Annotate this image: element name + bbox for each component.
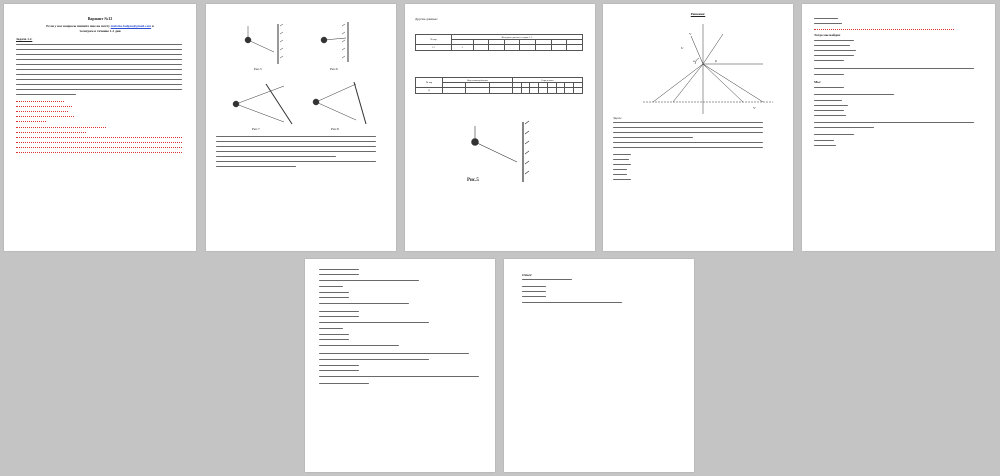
vector-u-label: U xyxy=(681,46,684,50)
contact-line-2: телеграм в течение 1-2 дня xyxy=(79,29,121,33)
email-link[interactable]: mubsha.bulgan@gmail.com xyxy=(110,24,152,28)
answer-heading: Ответ: xyxy=(522,273,533,277)
vector-v-prime-label: V' xyxy=(753,106,757,110)
fig6-label: Рис.6 xyxy=(330,67,338,71)
document-page-2 xyxy=(206,4,396,251)
document-page-3 xyxy=(405,4,595,251)
fig7-label: Рис.7 xyxy=(252,127,260,131)
source-data-table: № вар Исходные данные к задаче 1.2 12 5 xyxy=(415,34,583,51)
then-find-heading: Тогда мы найдем xyxy=(814,33,841,37)
we-heading: Мы: xyxy=(814,80,821,84)
vector-v-label: V xyxy=(689,32,692,36)
here-label: Здесь: xyxy=(613,116,622,120)
document-page-6 xyxy=(305,259,495,472)
contact-line: Если у вас вопросы пишите мне на почту mubsha.bulgan@gmail.com в xyxy=(46,24,154,28)
angle-beta-label: β xyxy=(715,59,717,63)
fig5-label: Рис.5 xyxy=(254,67,262,71)
solution-heading: Решение: xyxy=(690,12,706,16)
figure-5-label: Рис.5 xyxy=(467,178,479,183)
document-page-5 xyxy=(802,4,995,251)
task-heading: Задача 1.2. xyxy=(16,37,33,41)
diagrams-figure-set xyxy=(206,4,396,251)
angle-alpha-label: α xyxy=(693,59,695,63)
page-title: Вариант №12 xyxy=(87,16,113,21)
determine-table: № вар Вид взаимодействия Определить 12 xyxy=(415,77,583,94)
other-data-heading: Другие данные: xyxy=(415,17,438,21)
figure-5-diagram xyxy=(405,4,595,251)
document-page-4 xyxy=(603,4,793,251)
document-page-7 xyxy=(504,259,694,472)
document-page-1 xyxy=(4,4,196,251)
fig8-label: Рис.8 xyxy=(331,127,339,131)
